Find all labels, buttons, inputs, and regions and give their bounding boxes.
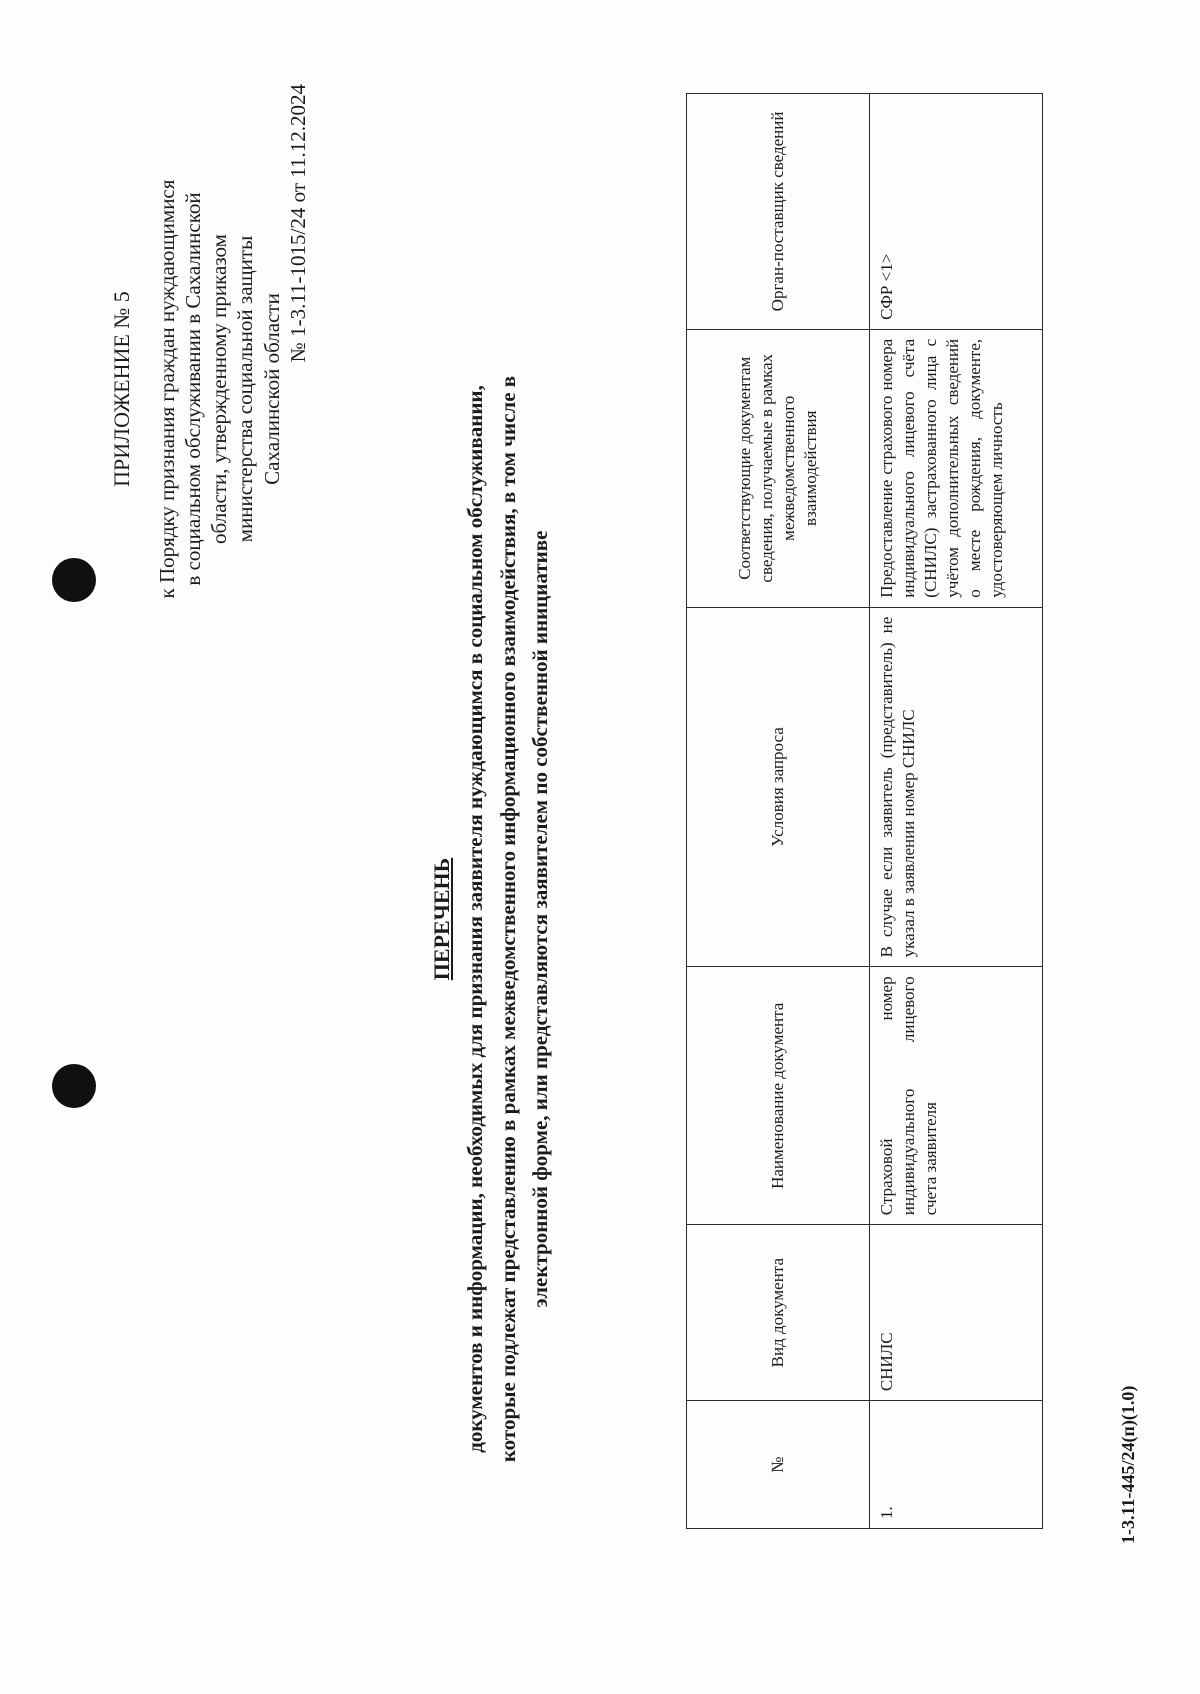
header-interagency-info: Соответствующие документам сведения, получаемые в рамках межведомственного взаимодействия	[687, 329, 870, 607]
appendix-title: ПРИЛОЖЕНИЕ № 5	[109, 291, 134, 487]
appendix-block	[108, 84, 311, 694]
order-reference: № 1-3.11-1015/24 от 11.12.2024	[285, 84, 310, 363]
table-header-row	[687, 94, 870, 1529]
appendix-line: Сахалинской области	[259, 293, 284, 485]
cell-interagency-info: Предоставление страхового номера индивидуального лицевого счёта (СНИЛС) застрахованного лица с учётом дополнительных сведений о месте рождения, документе, удостоверяющем личность	[870, 329, 1043, 607]
documents-table	[686, 93, 1043, 1529]
heading-title: ПЕРЕЧЕНЬ	[429, 857, 454, 981]
heading-text: документов и информации, необходимых для признания заявителя нуждающимся в социальном обслуживании, которые подлежат представлению в рамках межведомственного информационного взаимодействия, в том числе в электронной форме, или представляются заявителем по собственной инициативе	[463, 375, 553, 1463]
header-doc-type: Вид документа	[687, 1225, 870, 1401]
cell-number: 1.	[870, 1401, 1043, 1529]
header-provider: Орган-поставщик сведений	[687, 94, 870, 330]
cell-doc-name: Страховой номер индивидуального лицевого счета заявителя	[870, 967, 1043, 1225]
header-doc-name: Наименование документа	[687, 967, 870, 1225]
appendix-line: области, утвержденному приказом	[207, 234, 231, 544]
cell-request-condition: В случае если заявитель (представитель) не указал в заявлении номер СНИЛС	[870, 607, 1043, 967]
appendix-line: к Порядку признания граждан нуждающимися	[154, 179, 179, 599]
table-row	[870, 94, 1043, 1529]
cell-provider: СФР <1>	[870, 94, 1043, 330]
header-number: №	[687, 1401, 870, 1529]
header-request-conditions: Условия запроса	[687, 607, 870, 967]
cell-doc-type: СНИЛС	[870, 1225, 1043, 1401]
appendix-line: в социальном обслуживании в Сахалинской	[180, 192, 205, 586]
appendix-line: министерства социальной защиты	[233, 235, 258, 543]
document-heading	[425, 354, 557, 1484]
document-code: 1-3.11-445/24(п)(1.0)	[1118, 1385, 1138, 1544]
